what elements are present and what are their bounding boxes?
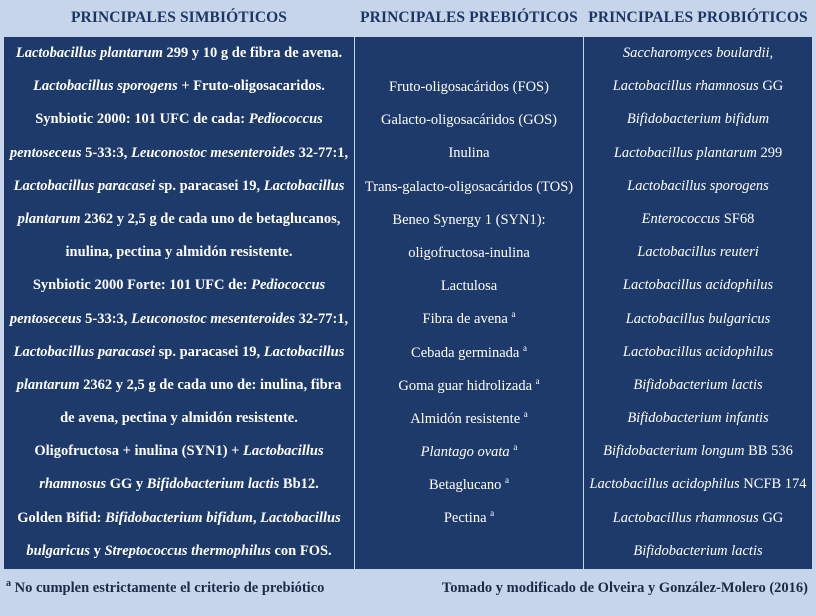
prebiotic-line [355,303,583,336]
italic-text: Lactobacillus reuteri [637,244,759,261]
prebiotic-line [355,204,583,237]
prebiotic-line [355,171,583,204]
probiotic-line [584,103,812,136]
italic-text: Bifidobacterium bifidum [626,111,770,128]
probiotic-line [584,468,812,501]
text-segment: Fibra de avena [422,311,512,328]
text-segment: GG [758,78,784,95]
footnote-marker: a [490,508,495,519]
prebiotic-line [355,137,583,170]
footnote-text: No cumplen estrictamente el criterio de prebiótico [11,580,325,596]
text-segment: Beneo Synergy 1 (SYN1): [392,211,546,228]
probiotic-line [584,502,812,535]
text-segment: de avena, pectina y almidón resistente. [60,410,298,427]
synbiotic-line [4,435,354,468]
synbiotic-line [4,468,354,501]
italic-text: Pediococcus [251,277,326,294]
synbiotic-line [4,203,354,236]
source-note: Tomado y modificado de Olveira y González-Molero (2016) [441,580,808,596]
probiotic-line [584,269,812,302]
italic-text: Leuconostoc mesenteroides [131,144,295,161]
italic-text: Lactobacillus paracasei [13,177,156,194]
italic-text: Lactobacillus sporogens [627,177,769,194]
synbiotic-line [4,236,354,269]
synbiotic-line [4,336,354,369]
probiotic-line [584,336,812,369]
italic-text: Bifidobacterium lactis [633,376,763,393]
footnote-marker: a [505,475,510,486]
text-segment: Lactulosa [440,278,498,295]
italic-text: Lactobacillus acidophilus [589,476,740,493]
footnote-marker: a [511,309,516,320]
italic-text: Lactobacillus plantarum [613,144,757,161]
text-segment: Betaglucano [428,477,506,494]
prebiotic-line [355,403,583,436]
text-segment: Trans-galacto-oligosacáridos (TOS) [364,178,574,195]
italic-text: Lactobacillus plantarum [15,45,163,61]
italic-text: Enterococcus [641,210,721,227]
prebiotic-line [355,104,583,137]
italic-text: Streptococcus thermophilus [104,542,271,559]
text-segment: y [89,542,105,559]
footnote-mark: a [6,578,11,589]
italic-text: pentoseceus [9,310,82,327]
italic-text: Lactobacillus paracasei [13,343,156,360]
italic-text: Pediococcus [248,111,323,128]
prebiotic-line [355,37,583,104]
text-segment: NCFB 174 [739,476,807,493]
italic-text: Lactobacillus sporogens [33,78,178,95]
synbiotics-column [4,37,354,569]
text-segment: Golden Bifid: [17,509,106,526]
synbiotic-line [4,70,354,103]
italic-text: Lactobacillus acidophilus [622,343,774,360]
text-segment: SF68 [720,210,755,227]
prebiotic-line [355,337,583,370]
footnote [6,580,324,597]
footnote-marker: a [535,375,540,386]
text-segment: 5-33:3, [81,144,132,161]
italic-text: plantarum [17,210,81,227]
text-segment: Synbiotic 2000 Forte: 101 UFC de: [32,277,252,294]
text-segment: 299 y 10 g de fibra de avena. [162,45,343,61]
text-segment: inulina, pectina y almidón resistente. [65,244,293,261]
synbiotic-line [4,502,354,535]
probiotic-line [584,435,812,468]
italic-text: rhamnosus [39,476,107,493]
italic-text: bulgaricus [26,542,90,559]
synbiotic-line [4,269,354,302]
text-segment: 32-77:1, [294,310,349,327]
text-segment: Synbiotic 2000: 101 UFC de cada: [35,111,249,128]
probiotic-line [584,203,812,236]
italic-text: Lactobacillus [260,509,341,526]
text-segment: 2362 y 2,5 g de cada uno de: inulina, fibra [79,376,342,393]
italic-text: Bifidobacterium lactis [633,542,763,559]
italic-text: Bifidobacterium infantis [627,410,769,427]
synbiotic-line [4,303,354,336]
text-segment: Cebada germinada [411,344,523,361]
italic-text: Lactobacillus rhamnosus [612,78,759,95]
italic-text: Lactobacillus [263,343,345,360]
text-segment: BB 536 [744,443,793,460]
italic-text: Lactobacillus rhamnosus [612,509,759,526]
text-segment: Pectina [443,510,491,527]
prebiotic-line [355,502,583,535]
prebiotic-line [355,436,583,469]
probiotic-line [584,137,812,170]
probiotic-line [584,70,812,103]
text-segment: oligofructosa-inulina [408,244,530,261]
prebiotic-line [355,270,583,303]
text-segment: con FOS. [270,542,332,559]
italic-text: Leuconostoc mesenteroides [131,310,295,327]
italic-text: Plantago ovata [420,444,510,461]
synbiotic-line [4,137,354,170]
italic-text: Lactobacillus bulgaricus [625,310,771,327]
footnote-marker: a [513,442,518,453]
italic-text: pentoseceus [9,144,82,161]
text-segment: Bb12. [279,476,319,493]
prebiotic-line [355,237,583,270]
text-segment: sp. paracasei 19, [155,177,264,194]
synbiotic-line [4,170,354,203]
footnote-marker: a [522,342,527,353]
text-segment: Almidón resistente [410,410,524,427]
footnote-marker: a [523,408,528,419]
header-synbiotics: PRINCIPALES SIMBIÓTICOS [4,0,354,36]
probiotics-column [584,37,812,569]
text-segment: 299 [756,144,783,161]
prebiotic-line [355,469,583,502]
table-footer [4,570,812,612]
italic-text: Saccharomyces boulardii, [622,45,774,61]
text-segment: 2362 y 2,5 g de cada uno de betaglucanos, [80,210,341,227]
prebiotic-line [355,370,583,403]
text-segment: GG [758,509,784,526]
probiotic-line [584,37,812,70]
probiotic-line [584,170,812,203]
italic-text: Bifidobacterium lactis [146,476,280,493]
synbiotic-line [4,37,354,70]
text-segment: sp. paracasei 19, [155,343,264,360]
italic-text: Lactobacillus acidophilus [622,277,774,294]
text-segment: + Fruto-oligosacaridos. [177,78,325,95]
italic-text: Bifidobacterium longum [603,443,745,460]
text-segment: , [252,509,261,526]
italic-text: Lactobacillus [263,177,345,194]
synbiotic-line [4,369,354,402]
prebiotics-column [355,37,583,569]
probiotic-line [584,402,812,435]
synbiotic-line [4,535,354,568]
probiotic-line [584,303,812,336]
text-segment: Goma guar hidrolizada [398,377,536,394]
header-prebiotics: PRINCIPALES PREBIÓTICOS [355,0,583,36]
synbiotic-line [4,402,354,435]
text-segment: Galacto-oligosacáridos (GOS) [381,112,557,129]
text-segment: Oligofructosa + inulina (SYN1) + [34,443,244,460]
probiotic-line [584,236,812,269]
italic-text: Bifidobacterium bifidum [105,509,253,526]
text-segment: Inulina [448,145,490,162]
italic-text: Lactobacillus [243,443,324,460]
italic-text: plantarum [16,376,80,393]
text-segment: 5-33:3, [81,310,132,327]
probiotic-line [584,535,812,568]
header-probiotics: PRINCIPALES PROBIÓTICOS [584,0,812,36]
synbiotic-line [4,103,354,136]
text-segment: GG y [106,476,147,493]
text-segment: Fruto-oligosacáridos (FOS) [389,79,549,95]
probiotic-line [584,369,812,402]
text-segment: 32-77:1, [294,144,349,161]
